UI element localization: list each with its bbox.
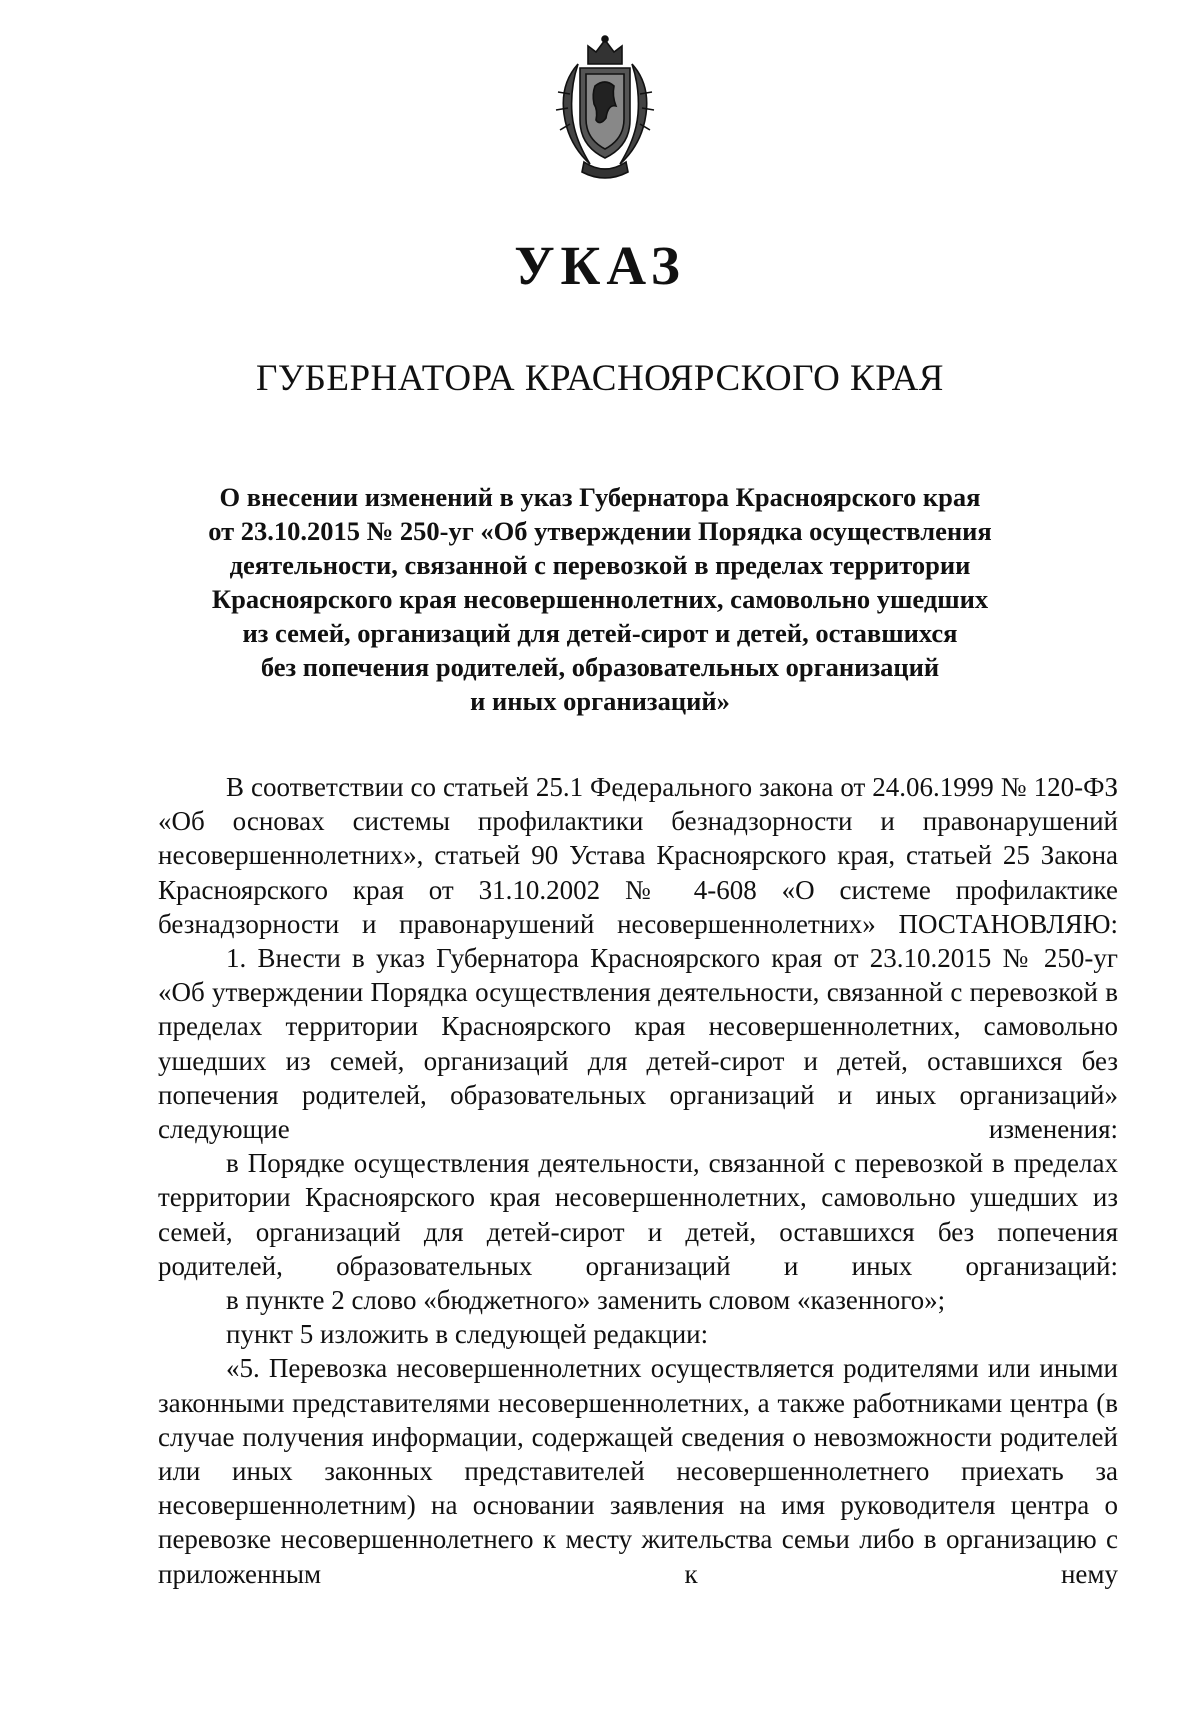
heading-line: из семей, организаций для детей-сирот и детей, оставшихся	[242, 618, 958, 648]
heading-line: О внесении изменений в указ Губернатора Красноярского края	[219, 482, 981, 512]
heading-line: от 23.10.2015 № 250-уг «Об утверждении Порядка осуществления	[208, 516, 992, 546]
document-heading	[200, 480, 1000, 718]
document-subtitle: ГУБЕРНАТОРА КРАСНОЯРСКОГО КРАЯ	[256, 358, 944, 399]
document-body	[158, 770, 1118, 1591]
body-paragraph: в Порядке осуществления деятельности, связанной с перевозкой в пределах территории Красноярского края несовершеннолетних, самовольно ушедших из семей, организаций для детей-сирот и детей, оставшихся без попечения родителей, образовательных организаций и иных организаций:	[158, 1148, 1118, 1281]
document-title: УКАЗ	[514, 235, 686, 296]
heading-line: без попечения родителей, образовательных организаций	[260, 652, 940, 682]
body-paragraph: 1. Внести в указ Губернатора Красноярского края от 23.10.2015 № 250-уг «Об утверждении Порядка осуществления деятельности, связанной с перевозкой в пределах территории Красноярского края несовершеннолетних, самовольно ушедших из семей, организаций для детей-сирот и детей, оставшихся без попечения родителей, образовательных организаций и иных организаций» следующие изменения:	[158, 943, 1118, 1145]
coat-of-arms-icon	[550, 34, 660, 184]
body-paragraph: В соответствии со статьей 25.1 Федерального закона от 24.06.1999 № 120-ФЗ «Об основах системы профилактики безнадзорности и правонарушений несовершеннолетних», статьей 90 Устава Красноярского края, статьей 25 Закона Красноярского края от 31.10.2002 № 4-608 «О системе профилактике безнадзорности и правонарушений несовершеннолетних» ПОСТАНОВЛЯЮ:	[158, 772, 1118, 939]
heading-line: Красноярского края несовершеннолетних, самовольно ушедших	[211, 584, 989, 614]
heading-line: и иных организаций»	[470, 686, 730, 716]
body-paragraph: пункт 5 изложить в следующей редакции:	[226, 1319, 709, 1350]
heading-line: деятельности, связанной с перевозкой в пределах территории	[229, 550, 971, 580]
body-paragraph: в пункте 2 слово «бюджетного» заменить словом «казенного»;	[226, 1285, 946, 1316]
body-paragraph: «5. Перевозка несовершеннолетних осуществляется родителями или иными законными представителями несовершеннолетних, а также работниками центра (в случае получения информации, содержащей сведения о невозможности родителей или иных законных представителей несовершеннолетнего приехать за несовершеннолетним) на основании заявления на имя руководителя центра о перевозке несовершеннолетнего к месту жительства семьи либо в организацию с приложенным к нему	[158, 1353, 1118, 1589]
